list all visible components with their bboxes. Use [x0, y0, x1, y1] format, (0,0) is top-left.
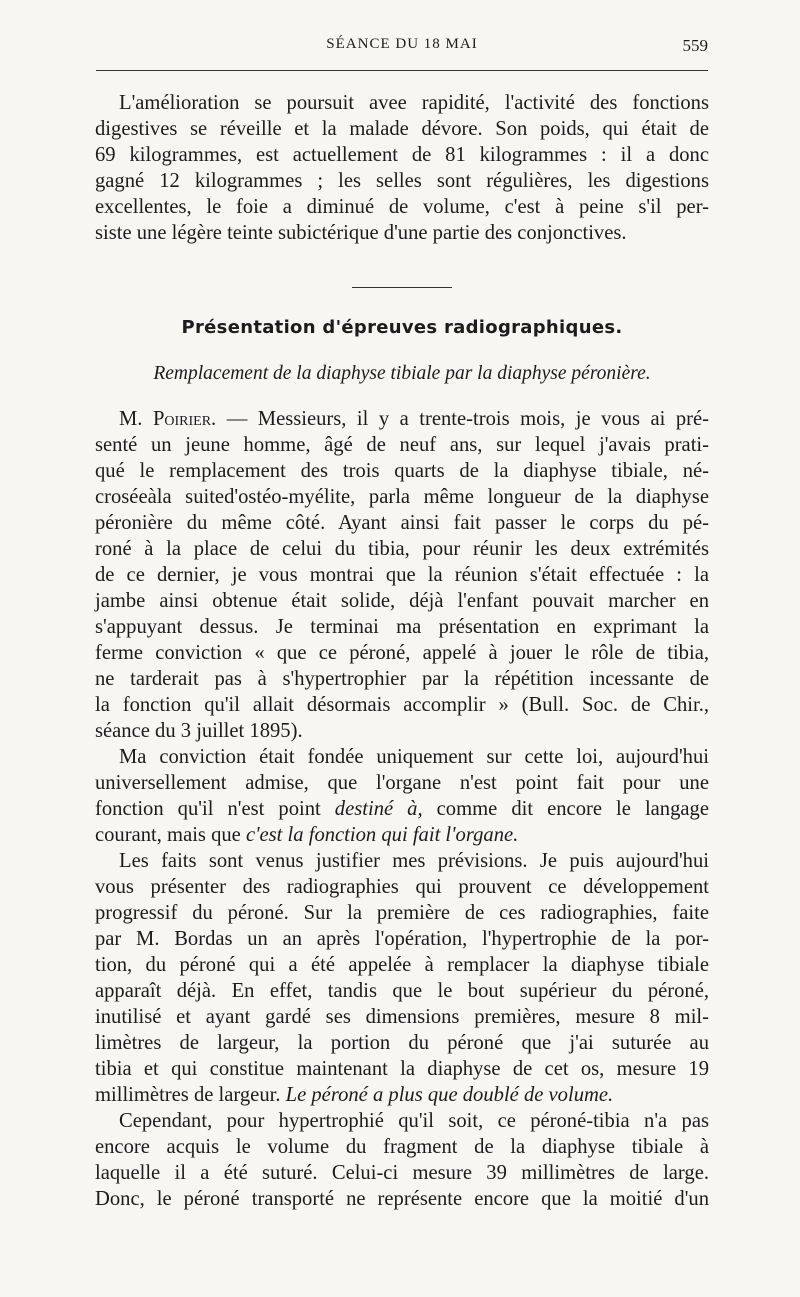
text-line: Donc, le péroné transporté ne représente encore que la moitié d'un	[95, 1188, 709, 1210]
text-line	[95, 406, 709, 432]
text-line: Cependant, pour hypertrophié qu'il soit, ce péroné-tibia n'a pas	[119, 1110, 709, 1132]
text-line: limètres de largeur, la portion du péroné que j'ai suturée au	[95, 1032, 709, 1054]
text-line	[95, 822, 709, 848]
italic-span: Le péroné a plus que doublé de volume.	[285, 1084, 614, 1106]
paragraph-radiographs	[95, 848, 709, 1108]
text-line: croséeàla suited'ostéo-myélite, parla même longueur de la diaphyse	[95, 486, 709, 508]
text-line: progressif du péroné. Sur la première de ces radiographies, faite	[95, 902, 709, 924]
section-subtitle: Remplacement de la diaphyse tibiale par la diaphyse péronière.	[153, 363, 651, 384]
text-line	[95, 796, 709, 822]
running-head	[96, 36, 708, 60]
paragraph-poirier	[95, 406, 709, 744]
text-line: laquelle il a été suturé. Celui-ci mesure 39 millimètres de large.	[95, 1162, 709, 1184]
text-line: digestives se réveille et la malade dévore. Son poids, qui était de	[95, 118, 709, 140]
text-line: roné à la place de celui du tibia, pour réunir les deux extrémités	[95, 538, 709, 560]
section-title: Présentation d'épreuves radiographiques.	[181, 317, 623, 338]
text-line: jambe ainsi obtenue était solide, déjà l'enfant pouvait marcher en	[95, 590, 709, 612]
text-line: Les faits sont venus justifier mes prévisions. Je puis aujourd'hui	[119, 850, 709, 872]
section-separator	[352, 287, 452, 288]
text-line: s'appuyant dessus. Je terminai ma présentation en exprimant la	[95, 616, 709, 638]
text-line: gagné 12 kilogrammes ; les selles sont régulières, les digestions	[95, 170, 709, 192]
running-title: SÉANCE DU 18 MAI	[326, 36, 478, 52]
text-line: excellentes, le foie a diminué de volume, c'est à peine s'il per-	[95, 196, 709, 218]
header-rule	[96, 70, 708, 71]
text-line: de ce dernier, je vous montrai que la réunion s'était effectuée : la	[95, 564, 709, 586]
text-line: ferme conviction « que ce péroné, appelé à jouer le rôle de tibia,	[95, 642, 709, 664]
paragraph-weight-gain	[95, 90, 709, 246]
text-line: tibia et qui constitue maintenant la diaphyse de cet os, mesure 19	[95, 1058, 709, 1080]
body-text	[95, 90, 709, 1212]
text-line: 69 kilogrammes, est actuellement de 81 kilogrammes : il a donc	[95, 144, 709, 166]
text-line: tion, du péroné qui a été appelée à remplacer la diaphyse tibiale	[95, 954, 709, 976]
paragraph-conviction	[95, 744, 709, 848]
text-line: inutilisé et ayant gardé ses dimensions premières, mesure 8 mil-	[95, 1006, 709, 1028]
text-span: fonction qu'il n'est point	[95, 798, 335, 820]
text-line: séance du 3 juillet 1895).	[95, 720, 303, 742]
text-span: courant, mais que	[95, 824, 246, 846]
text-line: apparaît déjà. En effet, tandis que le bout supérieur du péroné,	[95, 980, 709, 1002]
text-span: comme dit encore le langage	[422, 798, 709, 820]
text-line: senté un jeune homme, âgé de neuf ans, sur lequel j'avais prati-	[95, 434, 709, 456]
text-line: la fonction qu'il allait désormais accomplir » (Bull. Soc. de Chir.,	[95, 694, 709, 716]
text-line: péronière du même côté. Ayant ainsi fait passer le corps du pé-	[95, 512, 709, 534]
text-line: universellement admise, que l'organe n'est point fait pour une	[95, 772, 709, 794]
text-line: vous présenter des radiographies qui prouvent ce développement	[95, 876, 709, 898]
italic-span: c'est la fonction qui fait l'organe.	[245, 824, 519, 846]
italic-span: destiné à,	[334, 798, 423, 820]
text-span: millimètres de largeur.	[95, 1084, 286, 1106]
text-line: par M. Bordas un an après l'opération, l'hypertrophie de la por-	[95, 928, 709, 950]
text-line: ne tarderait pas à s'hypertrophier par la répétition incessante de	[95, 668, 709, 690]
speaker-name: M. Poirier.	[119, 408, 217, 430]
text-line: Ma conviction était fondée uniquement sur cette loi, aujourd'hui	[119, 746, 709, 768]
paragraph-volume	[95, 1108, 709, 1212]
text-line	[95, 1082, 709, 1108]
page-number: 559	[682, 36, 708, 55]
text-line: encore acquis le volume du fragment de la diaphyse tibiale à	[95, 1136, 709, 1158]
text-line: siste une légère teinte subictérique d'une partie des conjonctives.	[95, 222, 627, 244]
text-span: — Messieurs, il y a trente-trois mois, je vous ai pré-	[216, 408, 709, 430]
text-line: qué le remplacement des trois quarts de la diaphyse tibiale, né-	[95, 460, 709, 482]
text-line: L'amélioration se poursuit avee rapidité, l'activité des fonctions	[119, 92, 709, 114]
